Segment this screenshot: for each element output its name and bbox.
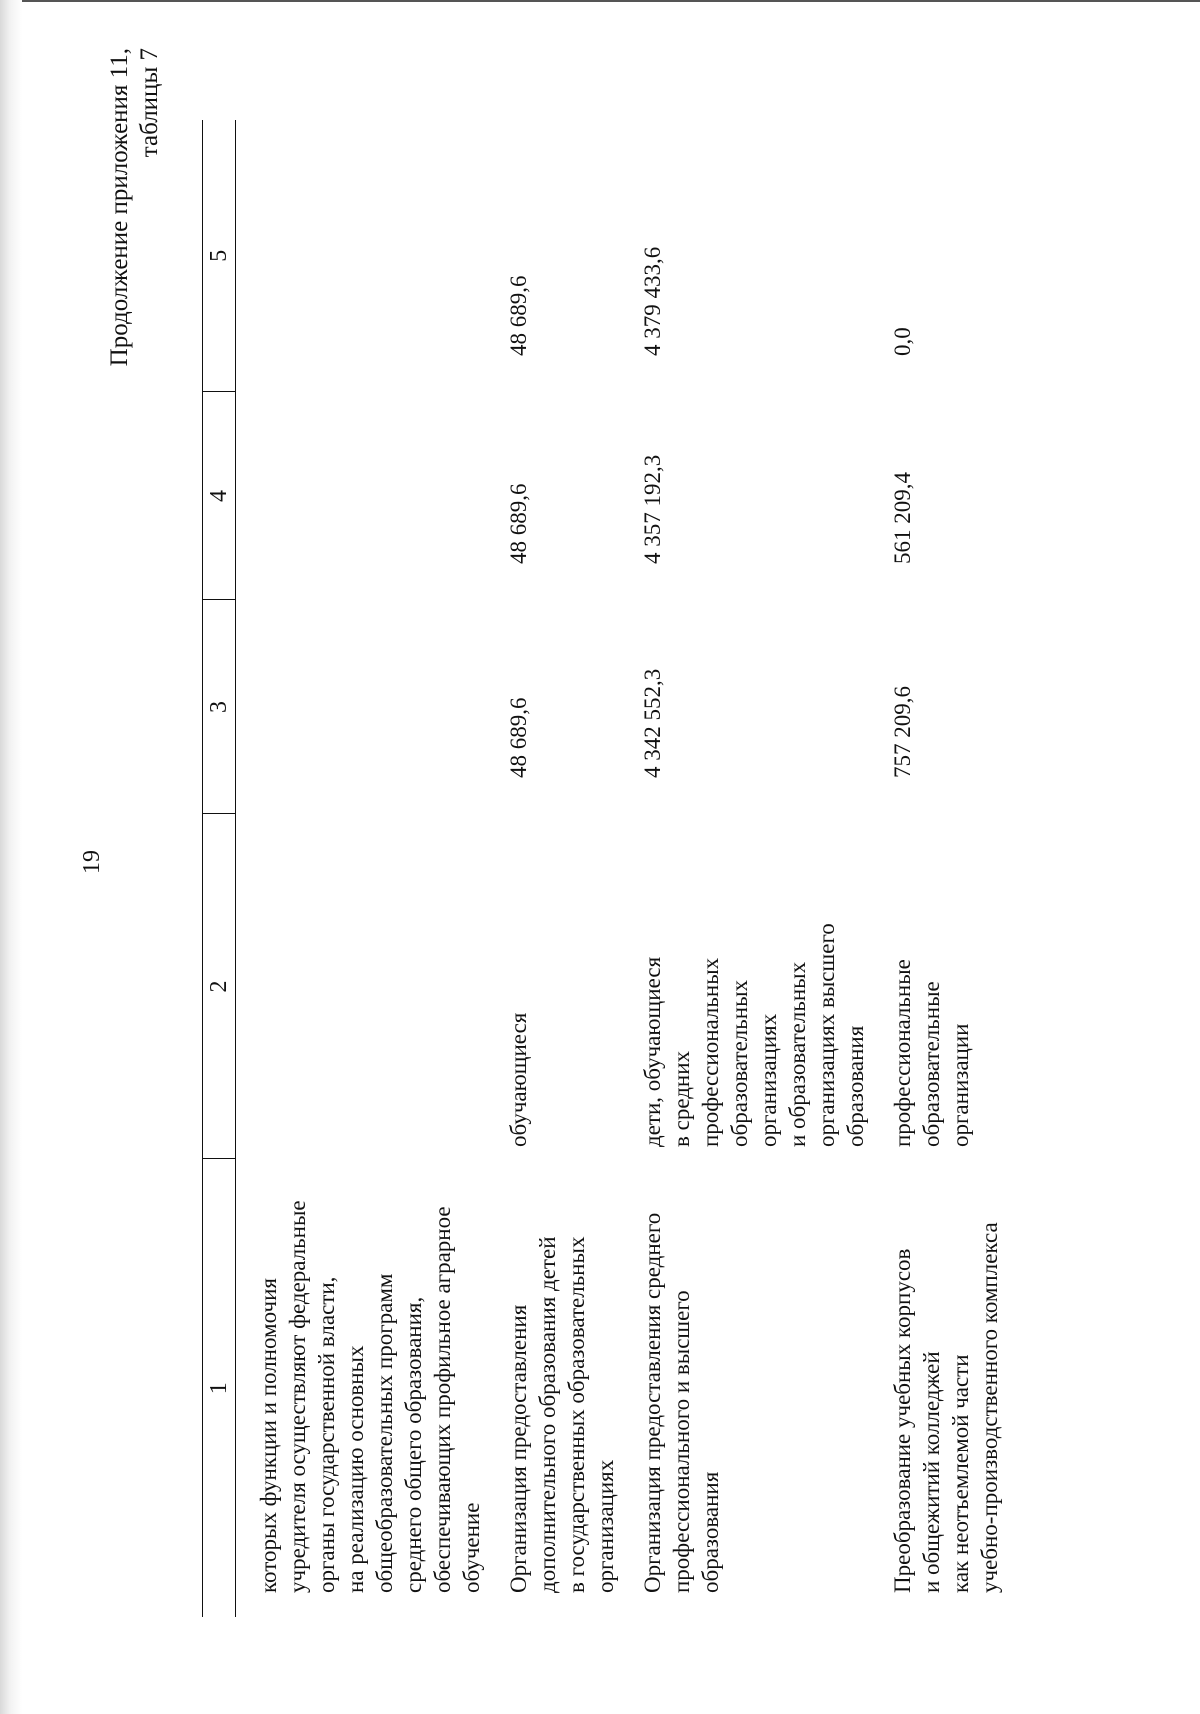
cell-value-3: 48 689,6	[506, 697, 531, 778]
cell-recipients: профессиональные образовательные организации	[890, 959, 973, 1147]
table-row	[254, 120, 486, 1617]
cell-value-4: 48 689,6	[506, 483, 531, 564]
cell-value-3: 4 342 552,3	[640, 668, 665, 778]
header-cell-5: 5	[203, 120, 236, 392]
spacer-row	[486, 120, 504, 1617]
spacer-row	[870, 120, 888, 1617]
cell-activity: Организация предоставления дополнительного образования детей в государственных образовательных организациях	[506, 1236, 618, 1593]
page-number: 19	[79, 850, 105, 874]
table-row	[504, 120, 620, 1617]
cell-value-3: 757 209,6	[890, 686, 915, 778]
table-header	[203, 120, 236, 1617]
header-row	[203, 120, 236, 1617]
cell-value-4	[254, 392, 486, 600]
spacer-row	[620, 120, 638, 1617]
cell-value-5: 4 379 433,6	[640, 246, 665, 356]
data-table	[202, 120, 1004, 1617]
header-cell-2: 2	[203, 814, 236, 1159]
cell-recipients	[254, 814, 486, 1159]
cell-value-5: 48 689,6	[506, 275, 531, 356]
caption-line-1: Продолжение приложения 11,	[106, 48, 133, 367]
cell-value-4: 561 209,4	[890, 472, 915, 564]
cell-activity: Преобразование учебных корпусов и общежитий колледжей как неотъемлемой части учебно-производственного комплекса	[890, 1222, 1002, 1593]
cell-value-5: 0,0	[890, 327, 915, 356]
table-body	[236, 120, 1005, 1617]
cell-value-3	[254, 600, 486, 814]
spacer-row	[236, 120, 255, 1617]
cell-recipients: дети, обучающиеся в средних профессиональных образовательных организациях и образовательных организациях высшего образования	[640, 923, 868, 1147]
cell-value-4: 4 357 192,3	[640, 454, 665, 564]
cell-activity: Организация предоставления среднего профессионального и высшего образования	[640, 1212, 723, 1593]
header-cell-3: 3	[203, 600, 236, 814]
header-cell-1: 1	[203, 1159, 236, 1617]
cell-value-5	[254, 120, 486, 392]
cell-recipients: обучающиеся	[506, 1012, 531, 1147]
table-row	[888, 120, 1004, 1617]
cell-activity: которых функции и полномочия учредителя осуществляют федеральные органы государственной власти, на реализацию основных общеобразовательных программ среднего общего образования, обеспечивающих профильное аграрное обучение	[256, 1200, 484, 1593]
header-cell-4: 4	[203, 392, 236, 600]
caption-line-2: таблицы 7	[136, 48, 163, 158]
table-row	[638, 120, 870, 1617]
table-caption	[105, 48, 165, 366]
